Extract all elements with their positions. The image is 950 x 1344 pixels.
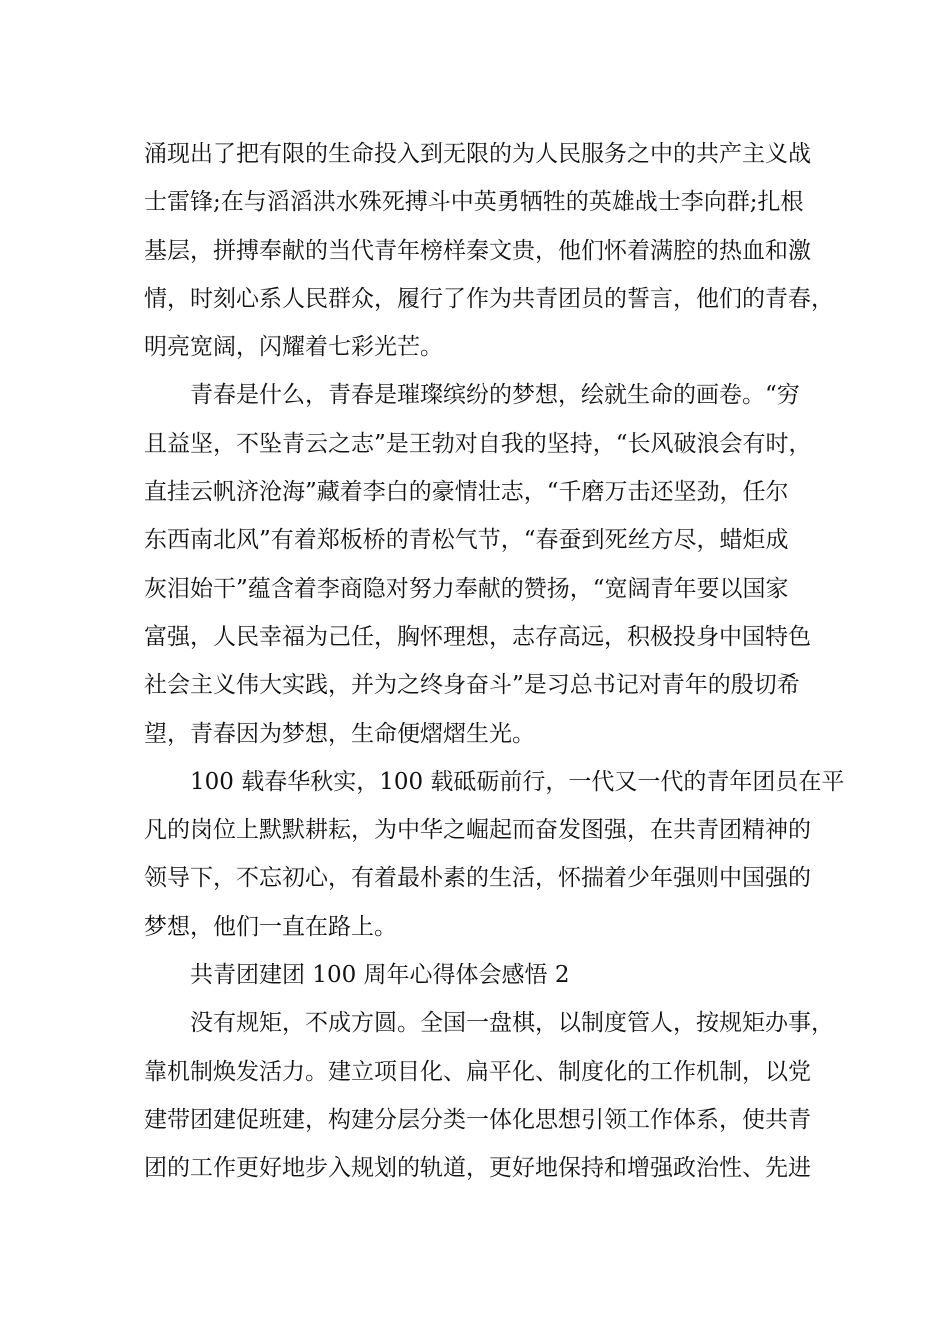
text-line: 共青团建团 100 周年心得体会感悟 2: [190, 962, 570, 989]
text-line: 没有规矩，不成方圆。全国一盘棋，以制度管人，按规矩办事，: [190, 1010, 834, 1037]
text-line: 梦想，他们一直在路上。: [144, 913, 397, 940]
text-line: 凡的岗位上默默耕耘，为中华之崛起而奋发图强，在共青团精神的: [144, 817, 811, 844]
text-line: 直挂云帆济沧海”藏着李白的豪情壮志，“千磨万击还坚劲，任尔: [144, 479, 789, 506]
text-line: 靠机制焕发活力。建立项目化、扁平化、制度化的工作机制，以党: [144, 1058, 811, 1085]
text-line: 士雷锋;在与滔滔洪水殊死搏斗中英勇牺牲的英雄战士李向群;扎根: [144, 189, 804, 216]
text-line: 社会主义伟大实践，并为之终身奋斗”是习总书记对青年的殷切希: [144, 672, 800, 699]
text-line: 望，青春因为梦想，生命便熠熠生光。: [144, 720, 535, 747]
text-line: 且益坚，不坠青云之志”是王勃对自我的坚持，“长风破浪会有时，: [144, 430, 812, 457]
text-line: 涌现出了把有限的生命投入到无限的为人民服务之中的共产主义战: [144, 141, 811, 167]
text-line: 领导下，不忘初心，有着最朴素的生活，怀揣着少年强则中国强的: [144, 865, 811, 892]
document-body: [144, 130, 845, 1193]
text-line: 建带团建促班建，构建分层分类一体化思想引领工作体系，使共青: [144, 1106, 811, 1133]
text-line: 灰泪始干”蕴含着李商隐对努力奉献的赞扬，“宽阔青年要以国家: [144, 575, 789, 602]
text-line: 青春是什么，青春是璀璨缤纷的梦想，绘就生命的画卷。“穷: [190, 382, 800, 409]
text-line: 明亮宽阔，闪耀着七彩光芒。: [144, 334, 443, 361]
text-line: 情，时刻心系人民群众，履行了作为共青团员的誓言，他们的青春，: [144, 285, 834, 312]
text-line: 团的工作更好地步入规划的轨道，更好地保持和增强政治性、先进: [144, 1155, 811, 1182]
text-line: 东西南北风”有着郑板桥的青松气节，“春蚕到死丝方尽，蜡炬成: [144, 527, 789, 554]
text-line: 富强，人民幸福为己任，胸怀理想，志存高远，积极投身中国特色: [144, 623, 811, 650]
text-line: 基层，拼搏奉献的当代青年榜样秦文贵，他们怀着满腔的热血和激: [144, 237, 811, 264]
text-line: 100 载春华秋实，100 载砥砺前行，一代又一代的青年团员在平: [190, 768, 845, 795]
